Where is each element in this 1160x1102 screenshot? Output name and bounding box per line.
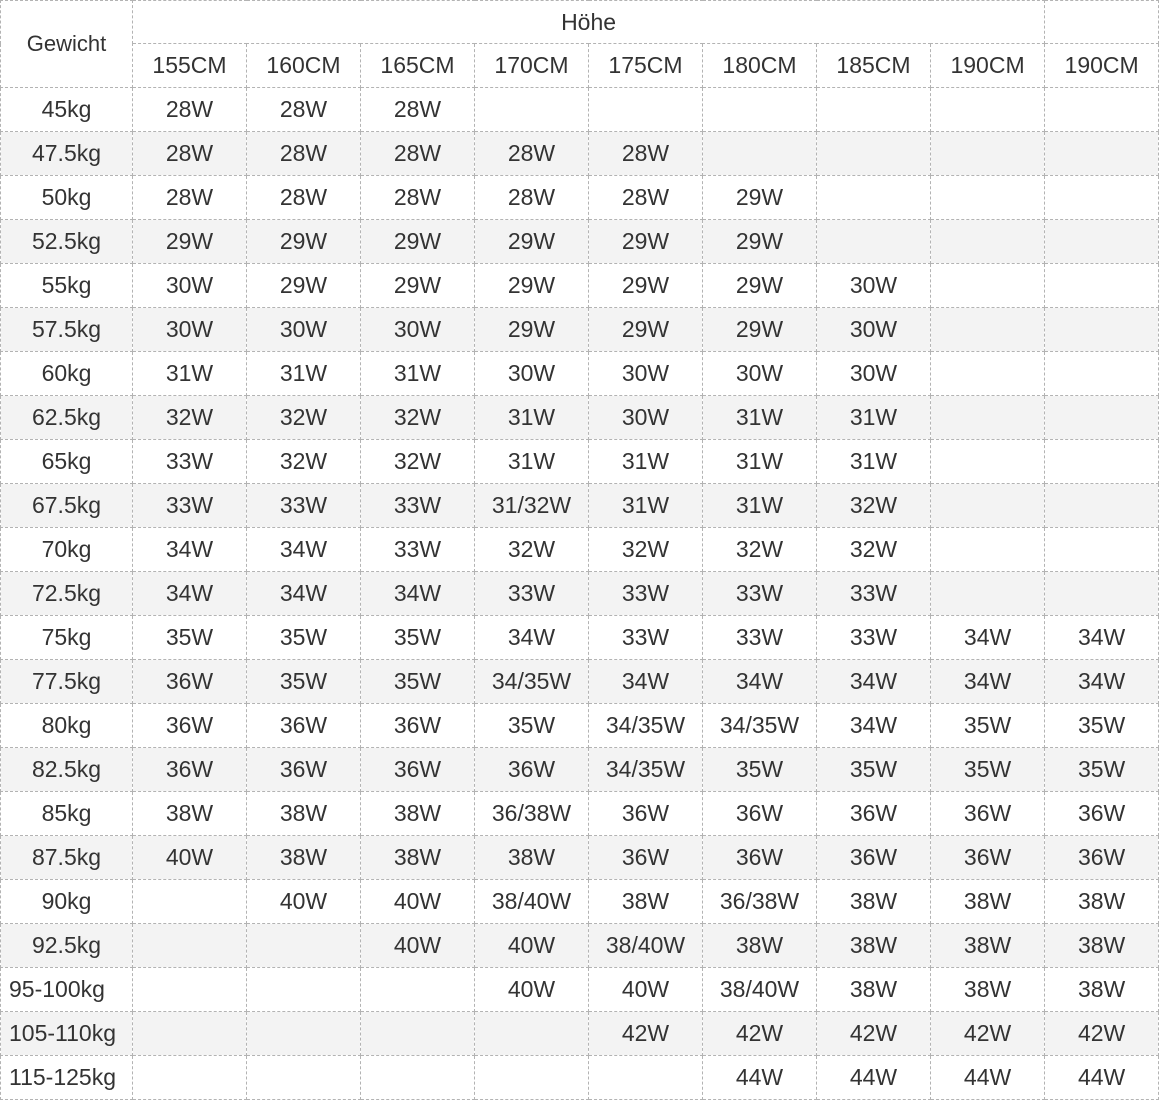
size-cell: 36W <box>361 748 475 792</box>
size-cell: 28W <box>589 176 703 220</box>
size-cell: 36W <box>589 836 703 880</box>
size-cell: 28W <box>475 176 589 220</box>
size-cell: 42W <box>1045 1012 1159 1056</box>
weight-cell: 82.5kg <box>1 748 133 792</box>
size-cell <box>703 132 817 176</box>
size-cell: 33W <box>703 572 817 616</box>
size-cell: 34W <box>589 660 703 704</box>
size-cell: 34W <box>133 572 247 616</box>
weight-cell: 77.5kg <box>1 660 133 704</box>
height-header: 170CM <box>475 44 589 88</box>
size-cell: 40W <box>475 924 589 968</box>
size-cell: 44W <box>931 1056 1045 1100</box>
height-header: 175CM <box>589 44 703 88</box>
size-cell: 33W <box>817 616 931 660</box>
size-cell <box>589 1056 703 1100</box>
header-row-heights <box>1 44 1159 88</box>
size-cell: 34/35W <box>475 660 589 704</box>
size-cell <box>475 88 589 132</box>
header-row-top <box>1 1 1159 44</box>
size-cell: 34W <box>931 616 1045 660</box>
size-cell: 36W <box>133 704 247 748</box>
size-cell <box>817 176 931 220</box>
weight-cell: 92.5kg <box>1 924 133 968</box>
size-cell <box>361 968 475 1012</box>
table-row <box>1 88 1159 132</box>
weight-cell: 72.5kg <box>1 572 133 616</box>
size-cell: 32W <box>589 528 703 572</box>
size-cell: 28W <box>361 132 475 176</box>
size-cell: 38W <box>133 792 247 836</box>
weight-cell: 45kg <box>1 88 133 132</box>
size-cell: 32W <box>247 440 361 484</box>
size-cell: 34W <box>361 572 475 616</box>
size-cell: 33W <box>361 528 475 572</box>
weight-cell: 105-110kg <box>1 1012 133 1056</box>
size-cell: 29W <box>703 176 817 220</box>
weight-cell: 50kg <box>1 176 133 220</box>
size-cell <box>703 88 817 132</box>
size-cell <box>931 308 1045 352</box>
size-cell: 31/32W <box>475 484 589 528</box>
size-cell: 33W <box>361 484 475 528</box>
height-header: 160CM <box>247 44 361 88</box>
size-cell <box>361 1012 475 1056</box>
weight-cell: 85kg <box>1 792 133 836</box>
weight-cell: 52.5kg <box>1 220 133 264</box>
size-table-body <box>1 88 1159 1100</box>
size-cell: 35W <box>1045 748 1159 792</box>
size-cell: 30W <box>133 264 247 308</box>
table-row <box>1 132 1159 176</box>
size-cell <box>589 88 703 132</box>
size-cell: 36W <box>247 748 361 792</box>
size-cell: 36/38W <box>703 880 817 924</box>
size-cell: 34W <box>817 660 931 704</box>
size-cell: 33W <box>247 484 361 528</box>
size-cell <box>1045 352 1159 396</box>
size-cell: 36W <box>361 704 475 748</box>
size-cell <box>1045 264 1159 308</box>
size-cell <box>1045 440 1159 484</box>
size-cell: 30W <box>133 308 247 352</box>
size-cell: 28W <box>133 88 247 132</box>
size-cell <box>817 88 931 132</box>
size-cell <box>931 220 1045 264</box>
size-cell <box>133 1012 247 1056</box>
size-cell: 29W <box>247 220 361 264</box>
table-row <box>1 176 1159 220</box>
size-cell: 36W <box>931 836 1045 880</box>
size-cell: 42W <box>589 1012 703 1056</box>
size-cell: 38W <box>361 836 475 880</box>
size-cell: 32W <box>817 528 931 572</box>
weight-cell: 95-100kg <box>1 968 133 1012</box>
table-row <box>1 616 1159 660</box>
size-cell <box>1045 572 1159 616</box>
size-cell: 35W <box>703 748 817 792</box>
size-cell: 42W <box>703 1012 817 1056</box>
size-cell: 34W <box>703 660 817 704</box>
size-cell: 36W <box>931 792 1045 836</box>
size-cell: 32W <box>133 396 247 440</box>
size-cell: 38W <box>931 880 1045 924</box>
size-cell: 42W <box>817 1012 931 1056</box>
size-cell: 31W <box>817 396 931 440</box>
weight-cell: 57.5kg <box>1 308 133 352</box>
size-cell: 30W <box>361 308 475 352</box>
size-cell: 38W <box>589 880 703 924</box>
size-cell: 28W <box>247 132 361 176</box>
size-cell: 29W <box>703 308 817 352</box>
size-cell: 34W <box>931 660 1045 704</box>
size-cell <box>247 1056 361 1100</box>
weight-cell: 60kg <box>1 352 133 396</box>
size-cell: 29W <box>703 264 817 308</box>
size-cell: 29W <box>475 264 589 308</box>
size-cell: 29W <box>475 308 589 352</box>
weight-cell: 90kg <box>1 880 133 924</box>
size-cell: 36W <box>475 748 589 792</box>
size-cell: 36W <box>817 792 931 836</box>
height-header: 155CM <box>133 44 247 88</box>
size-cell: 38W <box>817 924 931 968</box>
size-cell: 38W <box>1045 968 1159 1012</box>
table-row <box>1 924 1159 968</box>
size-cell: 34W <box>247 572 361 616</box>
size-cell: 30W <box>475 352 589 396</box>
size-cell: 28W <box>247 176 361 220</box>
size-cell: 42W <box>931 1012 1045 1056</box>
size-cell: 34W <box>475 616 589 660</box>
size-cell: 29W <box>589 308 703 352</box>
table-row <box>1 308 1159 352</box>
size-cell <box>475 1012 589 1056</box>
table-row <box>1 748 1159 792</box>
size-cell: 31W <box>589 484 703 528</box>
size-cell: 34W <box>1045 616 1159 660</box>
size-cell: 36W <box>133 660 247 704</box>
table-row <box>1 792 1159 836</box>
size-cell: 28W <box>133 132 247 176</box>
size-cell <box>133 880 247 924</box>
size-cell: 44W <box>817 1056 931 1100</box>
size-cell <box>817 220 931 264</box>
size-cell <box>361 1056 475 1100</box>
size-cell: 36W <box>703 792 817 836</box>
size-cell: 36W <box>1045 792 1159 836</box>
size-cell: 38W <box>1045 880 1159 924</box>
size-cell: 31W <box>703 440 817 484</box>
size-cell: 30W <box>247 308 361 352</box>
size-cell: 29W <box>247 264 361 308</box>
size-cell <box>133 968 247 1012</box>
size-cell: 29W <box>703 220 817 264</box>
size-cell: 36W <box>133 748 247 792</box>
size-cell: 38/40W <box>703 968 817 1012</box>
height-group-header: Höhe <box>133 1 1045 44</box>
weight-cell: 55kg <box>1 264 133 308</box>
size-cell: 29W <box>133 220 247 264</box>
size-cell <box>1045 176 1159 220</box>
size-cell: 33W <box>589 616 703 660</box>
table-row <box>1 1012 1159 1056</box>
size-cell: 29W <box>361 264 475 308</box>
size-cell: 31W <box>817 440 931 484</box>
size-cell: 32W <box>247 396 361 440</box>
size-cell: 32W <box>361 396 475 440</box>
size-cell: 29W <box>361 220 475 264</box>
size-cell: 31W <box>247 352 361 396</box>
weight-cell: 70kg <box>1 528 133 572</box>
weight-cell: 87.5kg <box>1 836 133 880</box>
size-cell <box>133 924 247 968</box>
size-cell: 38W <box>247 836 361 880</box>
weight-cell: 67.5kg <box>1 484 133 528</box>
size-cell: 35W <box>931 704 1045 748</box>
size-cell: 38W <box>361 792 475 836</box>
size-cell: 30W <box>589 352 703 396</box>
size-cell: 36W <box>589 792 703 836</box>
size-cell: 32W <box>361 440 475 484</box>
size-cell <box>931 132 1045 176</box>
size-cell <box>931 484 1045 528</box>
height-header: 190CM <box>931 44 1045 88</box>
table-row <box>1 572 1159 616</box>
size-cell: 35W <box>931 748 1045 792</box>
table-row <box>1 264 1159 308</box>
size-cell: 30W <box>703 352 817 396</box>
size-cell <box>247 1012 361 1056</box>
size-cell: 28W <box>475 132 589 176</box>
size-cell <box>931 264 1045 308</box>
size-cell: 35W <box>247 660 361 704</box>
table-row <box>1 660 1159 704</box>
size-cell: 40W <box>589 968 703 1012</box>
weight-cell: 75kg <box>1 616 133 660</box>
size-cell: 31W <box>475 396 589 440</box>
size-cell: 40W <box>247 880 361 924</box>
size-cell <box>1045 88 1159 132</box>
size-cell: 31W <box>133 352 247 396</box>
size-cell: 34/35W <box>589 748 703 792</box>
size-cell <box>931 396 1045 440</box>
size-cell: 38W <box>475 836 589 880</box>
size-cell: 32W <box>475 528 589 572</box>
size-cell: 40W <box>475 968 589 1012</box>
size-cell: 28W <box>247 88 361 132</box>
table-row <box>1 528 1159 572</box>
size-cell: 38W <box>931 924 1045 968</box>
table-row <box>1 968 1159 1012</box>
table-row <box>1 440 1159 484</box>
size-cell: 35W <box>1045 704 1159 748</box>
size-cell: 36W <box>817 836 931 880</box>
size-cell: 40W <box>361 880 475 924</box>
size-cell: 35W <box>133 616 247 660</box>
size-cell <box>931 352 1045 396</box>
size-cell: 31W <box>703 484 817 528</box>
size-cell <box>931 176 1045 220</box>
size-cell: 36W <box>703 836 817 880</box>
size-cell: 38W <box>703 924 817 968</box>
size-cell: 35W <box>247 616 361 660</box>
size-cell <box>1045 220 1159 264</box>
size-cell <box>1045 484 1159 528</box>
size-cell: 33W <box>703 616 817 660</box>
size-cell <box>1045 308 1159 352</box>
size-cell: 34/35W <box>589 704 703 748</box>
size-cell: 31W <box>361 352 475 396</box>
size-cell: 33W <box>475 572 589 616</box>
size-cell: 38/40W <box>475 880 589 924</box>
size-cell: 40W <box>361 924 475 968</box>
size-cell: 40W <box>133 836 247 880</box>
size-cell: 33W <box>589 572 703 616</box>
size-cell: 30W <box>817 352 931 396</box>
table-row <box>1 1056 1159 1100</box>
size-cell: 29W <box>475 220 589 264</box>
height-header: 190CM <box>1045 44 1159 88</box>
table-row <box>1 880 1159 924</box>
size-cell: 35W <box>361 616 475 660</box>
size-cell: 31W <box>475 440 589 484</box>
size-cell: 35W <box>361 660 475 704</box>
size-cell: 35W <box>475 704 589 748</box>
size-cell <box>931 528 1045 572</box>
size-cell: 36/38W <box>475 792 589 836</box>
size-cell: 29W <box>589 220 703 264</box>
size-cell: 31W <box>703 396 817 440</box>
height-header: 180CM <box>703 44 817 88</box>
size-cell: 30W <box>817 264 931 308</box>
size-cell: 34/35W <box>703 704 817 748</box>
size-cell <box>475 1056 589 1100</box>
size-cell: 35W <box>817 748 931 792</box>
size-cell <box>1045 528 1159 572</box>
weight-cell: 47.5kg <box>1 132 133 176</box>
size-cell <box>931 88 1045 132</box>
size-cell <box>133 1056 247 1100</box>
table-row <box>1 484 1159 528</box>
size-cell: 44W <box>703 1056 817 1100</box>
size-cell: 32W <box>817 484 931 528</box>
header-empty-cell <box>1045 1 1159 44</box>
size-cell: 38W <box>931 968 1045 1012</box>
size-cell: 33W <box>817 572 931 616</box>
table-row <box>1 836 1159 880</box>
size-cell: 28W <box>361 176 475 220</box>
size-cell: 38W <box>817 968 931 1012</box>
size-cell: 34W <box>133 528 247 572</box>
size-cell <box>817 132 931 176</box>
size-cell <box>247 924 361 968</box>
size-cell: 38W <box>817 880 931 924</box>
weight-column-header: Gewicht <box>1 1 133 88</box>
size-cell <box>931 440 1045 484</box>
size-cell: 30W <box>589 396 703 440</box>
size-cell: 32W <box>703 528 817 572</box>
size-cell <box>1045 132 1159 176</box>
table-row <box>1 220 1159 264</box>
size-cell: 28W <box>589 132 703 176</box>
size-cell: 38W <box>1045 924 1159 968</box>
size-cell: 38/40W <box>589 924 703 968</box>
size-cell: 38W <box>247 792 361 836</box>
size-cell: 28W <box>361 88 475 132</box>
size-cell: 31W <box>589 440 703 484</box>
size-cell: 29W <box>589 264 703 308</box>
height-header: 165CM <box>361 44 475 88</box>
table-row <box>1 704 1159 748</box>
size-cell: 28W <box>133 176 247 220</box>
size-cell <box>931 572 1045 616</box>
weight-cell: 62.5kg <box>1 396 133 440</box>
size-cell: 30W <box>817 308 931 352</box>
height-header: 185CM <box>817 44 931 88</box>
weight-cell: 65kg <box>1 440 133 484</box>
size-cell: 36W <box>1045 836 1159 880</box>
size-cell <box>1045 396 1159 440</box>
size-cell: 34W <box>1045 660 1159 704</box>
size-cell: 34W <box>817 704 931 748</box>
size-cell: 34W <box>247 528 361 572</box>
weight-cell: 115-125kg <box>1 1056 133 1100</box>
weight-cell: 80kg <box>1 704 133 748</box>
size-cell: 44W <box>1045 1056 1159 1100</box>
table-row <box>1 352 1159 396</box>
size-cell: 33W <box>133 484 247 528</box>
size-cell <box>247 968 361 1012</box>
size-cell: 33W <box>133 440 247 484</box>
table-row <box>1 396 1159 440</box>
size-cell: 36W <box>247 704 361 748</box>
